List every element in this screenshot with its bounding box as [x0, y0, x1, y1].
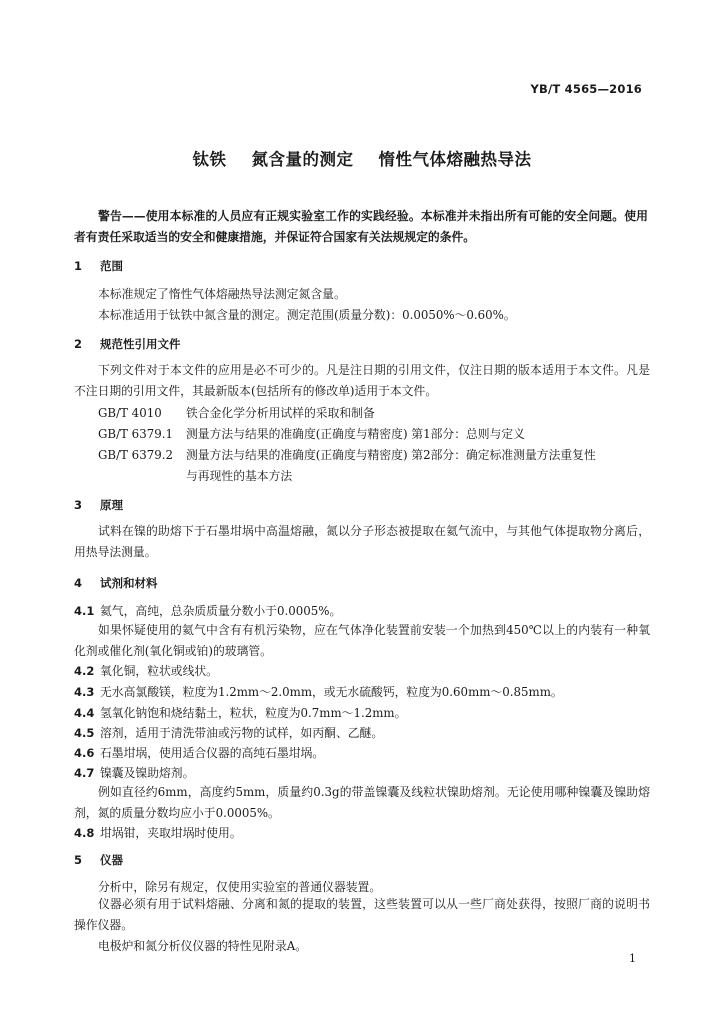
section-title: 原理: [100, 498, 123, 512]
section-number: 4: [74, 576, 83, 590]
item-text: 石墨坩埚，使用适合仪器的高纯石墨坩埚。: [100, 746, 325, 760]
section-title: 范围: [100, 259, 123, 273]
reagent-item: [74, 764, 194, 781]
warning-paragraph: [74, 206, 648, 248]
reference-title: 测量方法与结果的准确度(正确度与精密度) 第1部分：总则与定义: [186, 427, 525, 441]
section-1-heading: [74, 258, 123, 274]
reference-title: 测量方法与结果的准确度(正确度与精密度) 第2部分：确定标准测量方法重复性: [186, 448, 596, 462]
section-2-heading: [74, 336, 181, 352]
item-text: 溶剂，适用于清洗带油或污物的试样，如丙酮、乙醚。: [100, 726, 384, 740]
item-text: 氦气，高纯，总杂质质量分数小于0.0005%。: [100, 604, 342, 618]
normative-intro: 下列文件对于本文件的应用是必不可少的。凡是注日期的引用文件，仅注日期的版本适用于本文件。凡是不注日期的引用文件，其最新版本(包括所有的修改单)适用于本文件。: [74, 363, 650, 398]
reference-continuation: 与再现性的基本方法: [186, 469, 293, 483]
warning-label: 警告——: [98, 209, 146, 223]
warning-text: 使用本标准的人员应有正规实验室工作的实践经验。本标准并未指出所有可能的安全问题。使用者有责任采取适当的安全和健康措施，并保证符合国家有关法规规定的条件。: [74, 209, 648, 244]
section-number: 3: [74, 498, 83, 512]
item-text: 无水高氯酸镁，粒度为1.2mm～2.0mm，或无水硫酸钙，粒度为0.60mm～0.85mm。: [100, 685, 563, 699]
reagent-item: [74, 724, 383, 741]
section-5-heading: [74, 852, 123, 868]
scope-line-1: 本标准规定了惰性气体熔融热导法测定氮含量。: [98, 287, 346, 301]
item-number: 4.7: [74, 766, 95, 780]
item-text: 氧化铜，粒状或线状。: [100, 664, 218, 678]
reagent-item: [74, 602, 341, 619]
item-number: 4.8: [74, 826, 95, 840]
item-number: 4.2: [74, 664, 95, 678]
reference-title: 铁合金化学分析用试样的采取和制备: [186, 406, 375, 420]
reagent-item: [74, 704, 406, 721]
section-number: 2: [74, 337, 83, 351]
item-text: 氢氧化钠饱和烧结黏土，粒状，粒度为0.7mm～1.2mm。: [100, 706, 407, 720]
item-number: 4.1: [74, 604, 95, 618]
reagent-note-helium: 如果怀疑使用的氦气中含有有机污染物，应在气体净化装置前安装一个加热到450℃以上的内装有一种氧化剂或催化剂(氧化铜或铂)的玻璃管。: [74, 623, 650, 658]
item-text: 坩埚钳，夹取坩埚时使用。: [100, 826, 242, 840]
reference-code: GB/T 4010: [98, 406, 162, 420]
reagent-item: [74, 824, 242, 841]
reference-item: [98, 446, 596, 463]
section-3-heading: [74, 497, 123, 513]
standard-number: YB/T 4565—2016: [530, 82, 642, 96]
reference-item: [98, 404, 375, 421]
item-number: 4.6: [74, 746, 95, 760]
apparatus-line-1: 分析中，除另有规定，仅使用实验室的普通仪器装置。: [98, 880, 382, 894]
section-title: 规范性引用文件: [100, 337, 181, 351]
scope-line-2: 本标准适用于钛铁中氮含量的测定。测定范围(质量分数)：0.0050%～0.60%。: [98, 308, 516, 322]
section-title: 仪器: [100, 853, 123, 867]
section-number: 5: [74, 853, 83, 867]
item-text: 镍囊及镍助熔剂。: [100, 766, 195, 780]
page-number: 1: [629, 952, 636, 965]
reference-item: [98, 425, 525, 442]
reagent-item: [74, 744, 324, 761]
principle-paragraph: 试料在镍的助熔下于石墨坩埚中高温熔融，氮以分子形态被提取在氦气流中，与其他气体提取物分离后，用热导法测量。: [74, 524, 650, 559]
item-number: 4.4: [74, 706, 95, 720]
reference-code: GB/T 6379.1: [98, 427, 173, 441]
apparatus-line-3: 电极炉和氮分析仪仪器的特性见附录A。: [98, 939, 308, 953]
reagent-note-nickel: 例如直径约6mm，高度约5mm，质量约0.3g的带盖镍囊及线粒状镍助熔剂。无论使用哪种镍囊及镍助熔剂，氮的质量分数均应小于0.0005%。: [74, 785, 650, 820]
section-title: 试剂和材料: [100, 576, 158, 590]
section-number: 1: [74, 259, 83, 273]
apparatus-paragraph: 仪器必须有用于试料熔融、分离和氮的提取的装置，这些装置可以从一些厂商处获得，按照厂商的说明书操作仪器。: [74, 897, 650, 932]
reagent-item: [74, 662, 218, 679]
reference-code: GB/T 6379.2: [98, 448, 173, 462]
section-4-heading: [74, 575, 158, 591]
reagent-item: [74, 683, 563, 700]
document-title: 钛铁 氮含量的测定 惰性气体熔融热导法: [192, 150, 532, 169]
item-number: 4.3: [74, 685, 95, 699]
item-number: 4.5: [74, 726, 95, 740]
